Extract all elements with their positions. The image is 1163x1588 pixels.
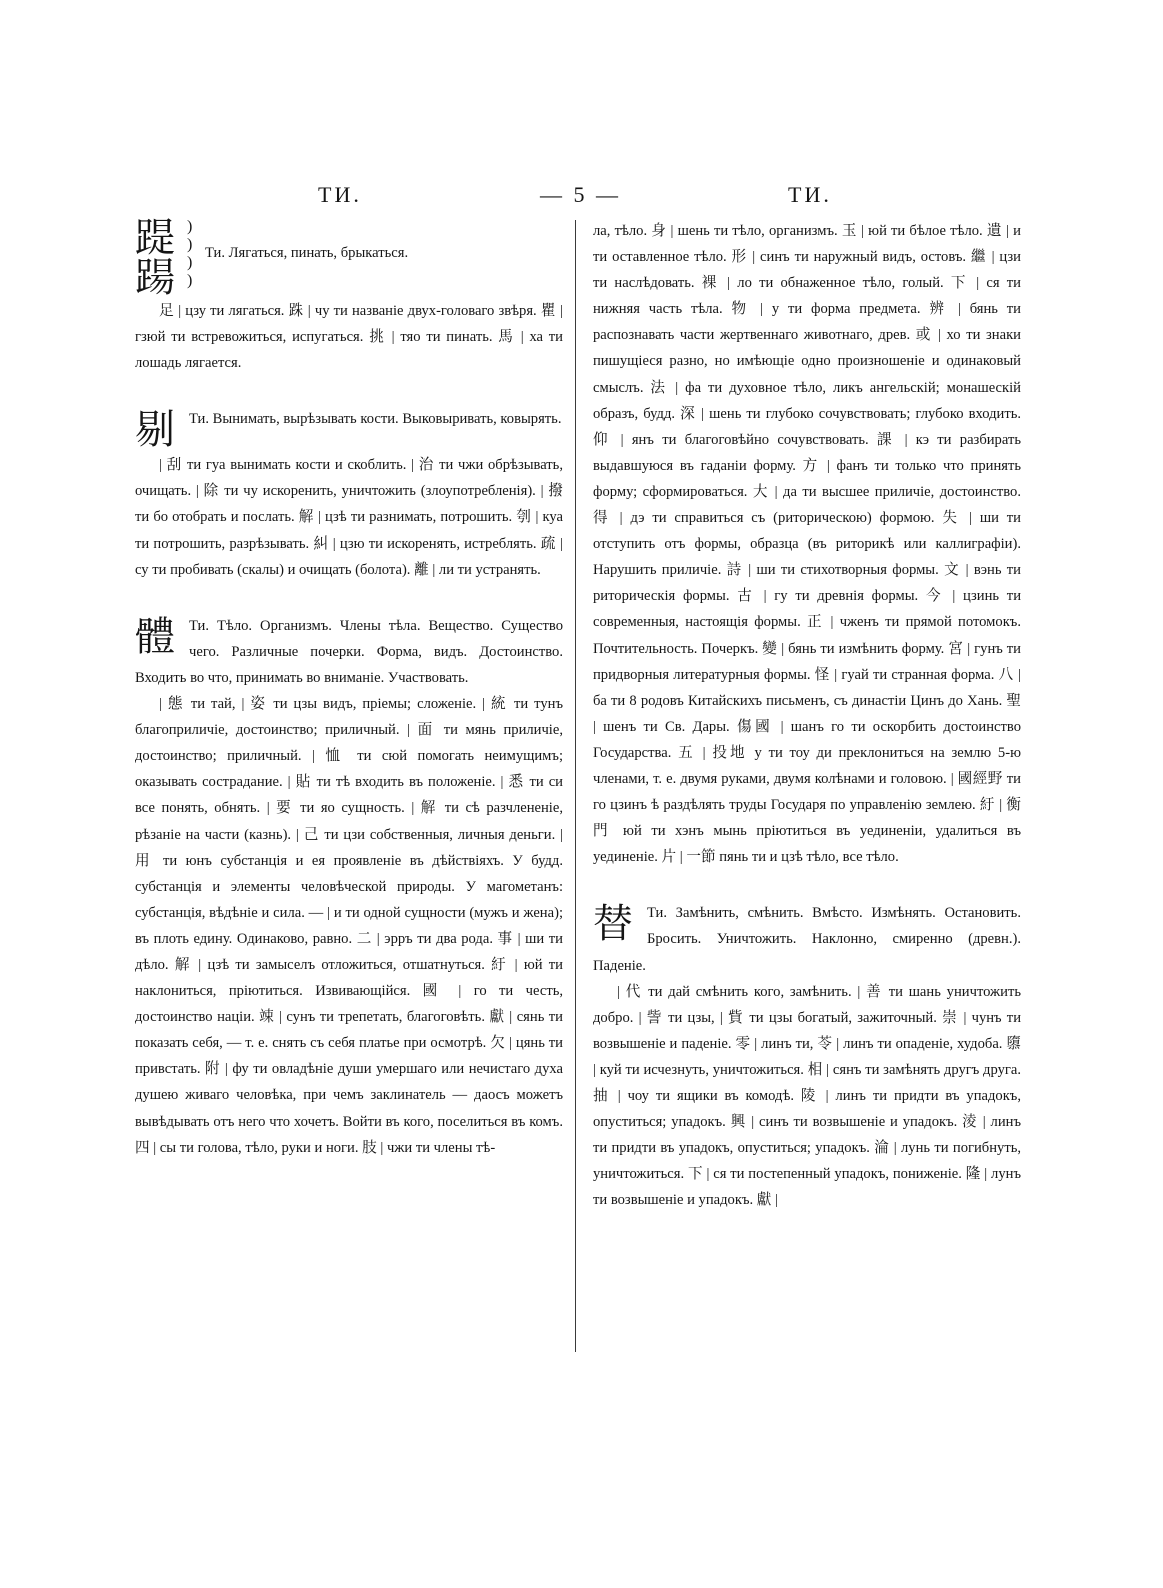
running-head-right: ТИ.	[788, 182, 832, 207]
continued-entry-body: ла, тѣло. 身 | шень ти тѣло, организмъ. 玉 | юй ти бѣлое тѣло. 遺 | и ти оставленное тѣло. 形 | синъ ти наружный видъ, остовъ. 繼 | цзи ти наслѣдовать. 裸 | ло ти обнаженное тѣло, голый. 下 | ся ти нижняя часть тѣла. 物 | у ти форма предмета. 辨 | бянь ти распознавать части жертвеннаго животнаго, древ. 或 | хо ти знаки пишущіеся разно, но имѣющіе одно произношеніе и одинаковый смыслъ. 法 | фа ти духовное тѣло, ликъ ангельскій; монашескій образъ, будд. 深 | шень ти глубоко сочувствовать; глубоко входить. 仰 | янъ ти благоговѣйно сочувствовать. 課 | кэ ти разбирать выдавшуюся въ гаданіи форму. 方 | фанъ ти только что принять форму; сформироваться. 大 | да ти высшее приличіе, достоинство. 得 | дэ ти справиться съ (риторическою) формою. 失 | ши ти отступить отъ формы, образца (въ риторикѣ или каллиграфіи). Нарушить приличіе. 詩 | ши ти стихотворныя формы. 文 | вэнь ти риторическія формы. 古 | гу ти древнія формы. 今 | цзинь ти современныя, настоящія формы. 正 | чженъ ти прямой потомокъ. Почтительность. Почеркъ. 變 | бянь ти измѣнить форму. 宮 | гунъ ти придворныя литературныя формы. 怪 | гуай ти странная форма. 八 | ба ти 8 родовъ Китайскихъ письменъ, съ династіи Цинъ до Хань. 聖 | шенъ ти Св. Дары. 傷國 | шанъ го ти оскорбить достоинство Государства. 五 | 投地 у ти тоу ди преклониться на землю 5-ю членами, т. е. двумя руками, двумя колѣнами и головою. | 國經野 ти го цзинъ ѣ раздѣлять труды Государя по управленію землею. 紆 | 衡門 юй ти хэнъ мынь пріютиться въ уединеніи, удалиться въ уединеніе. 片 | 一節 пянь ти и цзѣ тѣло, все тѣло.	[593, 223, 1021, 866]
entry-ti-replace	[593, 900, 1021, 1213]
running-head-left: ТИ.	[318, 182, 362, 207]
entry-ti-extract	[135, 406, 563, 582]
left-column	[135, 215, 563, 1161]
headword-char: 替	[593, 901, 633, 948]
bracket-1: )	[187, 218, 193, 235]
entry-ti-kick	[135, 215, 563, 376]
right-column	[593, 218, 1021, 1213]
headword-char-2: 踼	[135, 255, 175, 301]
headword-chars	[135, 215, 181, 301]
column-divider	[575, 220, 576, 1352]
entry-definition: Ти. Вынимать, вырѣзывать кости. Выковыривать, ковырять.	[189, 411, 562, 428]
page-number: — 5 —	[540, 182, 621, 207]
headword-char: 剔	[135, 407, 175, 454]
entry-body: 足 | цзу ти лягаться. 跦 | чу ти названіе двух-головаго звѣря. 瞿 | гзюй ти встревожиться, испугаться. 挑 | тяо ти пинать. 馬 | ха ти лошадь лягается.	[135, 303, 563, 372]
headword-char: 體	[135, 613, 175, 660]
bracket-4: )	[187, 272, 193, 289]
entry-body: | 態 ти тай, | 姿 ти цзы видъ, пріемы; сложеніе. | 統 ти тунъ благоприличіе, достоинство; приличный. | 面 ти мянь приличіе, достоинство; приличный. | 恤 ти сюй помогать неимущимъ; оказывать сострадание. | 貼 ти тѣ входить въ положеніе. | 悉 ти си все понять, обнять. | 要 ти яо сущность. | 解 ти сѣ разчлененіе, рѣзаніе на части (казнь). | 己 ти цзи собственныя, личныя деньги. | 用 ти юнъ субстанція и ея проявленіе въ дѣйствіяхъ. У будд. субстанція и элементы человѣческой природы. У магометанъ: субстанція, вѣдѣніе и сила. — | и ти одной сущности (мужъ и жена); въ плоть едину. Одинаково, равно. 二 | эрръ ти два рода. 事 | ши ти дѣло. 解 | цзѣ ти замыселъ отложиться, отшатнуться. 紆 | юй ти наклониться, пріютиться. Извивающійся. 國 | го ти честь, достоинство націи. 竦 | сунъ ти трепетать, благоговѣть. 獻 | сянь ти показать себя, — т. е. снять съ себя платье при осмотрѣ. 欠 | цянь ти привстать. 附 | фу ти овладѣніе души умершаго или нечистаго духа душею живаго человѣка, при чемъ заклинатель — даосъ можетъ вывѣдывать отъ него что хочетъ. Войти въ кого, поселиться въ комъ. 四 | сы ти голова, тѣло, руки и ноги. 肢 | чжи ти члены тѣ-	[135, 696, 563, 1156]
entry-definition: Ти. Замѣнить, смѣнить. Вмѣсто. Измѣнять. Остановить. Бросить. Уничтожить. Наклонно, смиренно (древн.). Паденіе.	[593, 905, 1021, 974]
entry-body: | 刮 ти гуа вынимать кости и скоблить. | 治 ти чжи обрѣзывать, очищать. | 除 ти чу искоренить, уничтожить (злоупотребленія). | 撥 ти бо отобрать и послать. 解 | цзѣ ти разнимать, потрошить. 刳 | куа ти потрошить, разрѣзывать. 糾 | цзю ти искоренять, истреблять. 疏 | су ти пробивать (скалы) и очищать (болота). 離 | ли ти устранять.	[135, 457, 563, 578]
headword-char-1: 踶	[135, 215, 175, 261]
entry-definition: Ти. Лягаться, пинать, брыкаться.	[205, 245, 409, 261]
entry-ti-body	[135, 613, 563, 1161]
entry-definition: Ти. Тѣло. Организмъ. Члены тѣла. Вещество. Существо чего. Различные почерки. Форма, видъ. Достоинство. Входить во что, принимать во вниманіе. Участвовать.	[135, 617, 563, 686]
bracket-3: )	[187, 254, 193, 271]
bracket-column	[187, 218, 199, 290]
entry-body: | 代 ти дай смѣнить кого, замѣнить. | 善 ти шань уничтожить добро. | 訾 ти цзы, | 貲 ти цзы богатый, зажиточный. 崇 | чунъ ти возвышеніе и паденіе. 零 | линъ ти, 苓 | линъ ти опаденіе, худоба. 隳 | куй ти исчезнуть, уничтожиться. 相 | сянъ ти замѣнять другъ друга. 抽 | чоу ти ящики въ комодѣ. 陵 | линъ ти придти въ упадокъ, опуститься; упадокъ. 興 | синъ ти возвышеніе и упадокъ. 淩 | линъ ти придти въ упадокъ, опуститься; упадокъ. 淪 | лунь ти погибнуть, уничтожиться. 下 | ся ти постепенный упадокъ, пониженіе. 隆 | лунъ ти возвышеніе и упадокъ. 獻 |	[593, 983, 1021, 1209]
bracket-2: )	[187, 236, 193, 253]
